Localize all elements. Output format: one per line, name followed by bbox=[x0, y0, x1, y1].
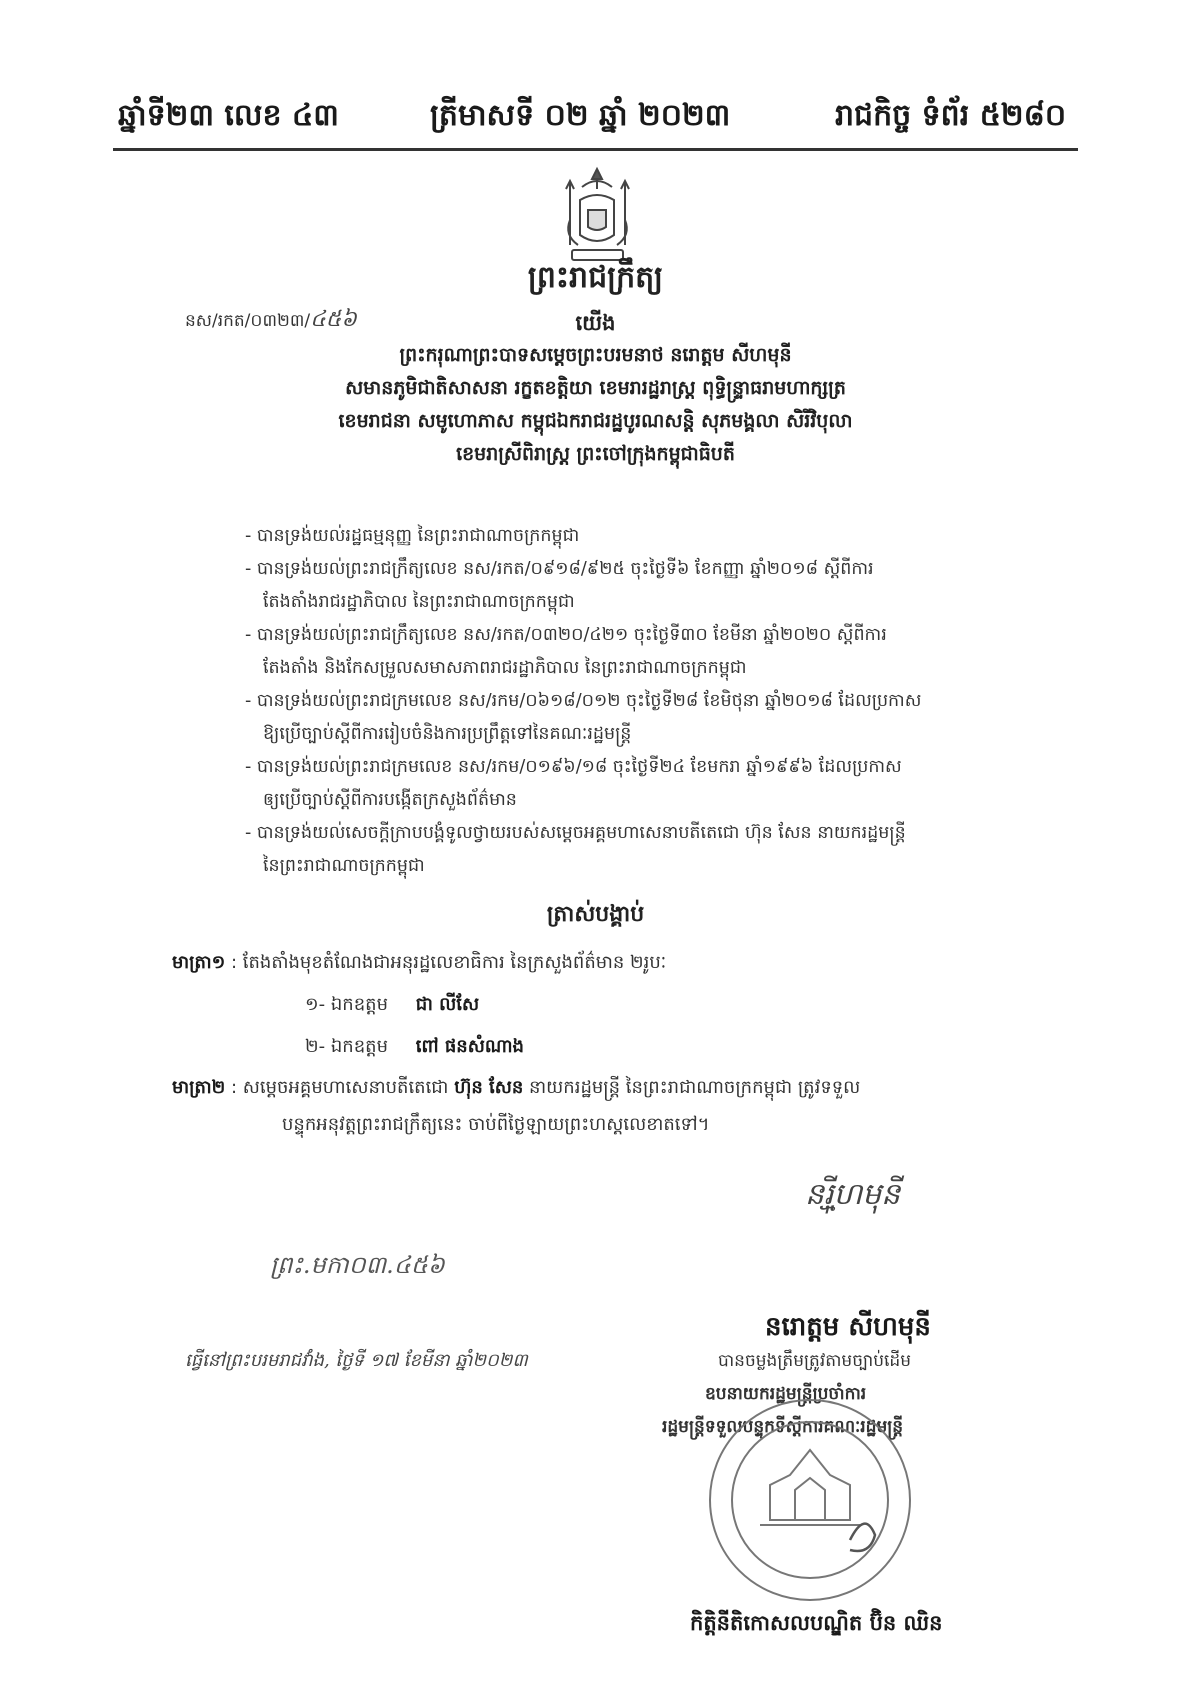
appointee-1 bbox=[305, 992, 479, 1019]
gazette-quarter: ត្រីមាសទី ០២ ឆ្នាំ ២០២៣ bbox=[430, 98, 731, 133]
preamble-item bbox=[245, 685, 1045, 751]
preamble-line: - បានទ្រង់យល់ព្រះរាជក្រមលេខ នស/រកម/០៦១៨/០១២ ចុះថ្ងៃទី២៨ ខែមិថុនា ឆ្នាំ២០១៨ ដែលប្រកាស bbox=[245, 691, 922, 711]
preamble-line: តែងតាំងរាជរដ្ឋាភិបាល នៃព្រះរាជាណាចក្រកម្ពុជា bbox=[263, 592, 575, 612]
decree-number-handwritten: ៤៥៦ bbox=[310, 307, 357, 332]
registration-number: ព្រះ.មកា០៣.៤៥៦ bbox=[270, 1251, 445, 1279]
preamble-line: - បានទ្រង់យល់ព្រះរាជក្រមលេខ នស/រកម/០១៩៦/១៨ ចុះថ្ងៃទី២៤ ខែមករា ឆ្នាំ១៩៩៦ ដែលប្រកាស bbox=[245, 757, 902, 777]
appointee-num: ១- bbox=[305, 994, 326, 1015]
decree-number-prefix: នស/រកត/០៣២៣/ bbox=[185, 311, 311, 331]
royal-emblem-icon bbox=[560, 165, 635, 270]
decree-heading: ត្រាស់បង្គាប់ bbox=[546, 902, 645, 927]
preamble-item bbox=[245, 751, 1045, 817]
appointee-2 bbox=[305, 1034, 524, 1061]
preamble-item bbox=[245, 817, 1045, 883]
appointee-name: ជា លីសែ bbox=[415, 994, 480, 1015]
preamble-line: - បានទ្រង់យល់ព្រះរាជក្រឹត្យលេខ នស/រកត/០៣២០/៤២១ ចុះថ្ងៃទី៣០ ខែមីនា ឆ្នាំ២០២០ ស្តីពីការ bbox=[245, 625, 887, 645]
preamble-line: - បានទ្រង់យល់ព្រះរាជក្រឹត្យលេខ នស/រកត/០៩១៨/៩២៥ ចុះថ្ងៃទី៦ ខែកញ្ញា ឆ្នាំ២០១៨ ស្តីពីការ bbox=[245, 559, 874, 579]
article-2-line-2: បន្ទុកអនុវត្តព្រះរាជក្រឹត្យនេះ ចាប់ពីថ្ងៃឡាយព្រះហស្តលេខាតទៅ។ bbox=[282, 1114, 710, 1135]
article-2: មាត្រា២ : សម្តេចអគ្គមហាសេនាបតីតេជោ ហ៊ុន សែន នាយករដ្ឋមន្ត្រី នៃព្រះរាជាណាចក្រកម្ពុជា ត្រូវទទួល bbox=[172, 1077, 861, 1098]
header-rule bbox=[113, 148, 1078, 151]
document-title: ព្រះរាជក្រឹត្យ bbox=[527, 260, 664, 295]
article-1-label: មាត្រា១ bbox=[172, 952, 226, 973]
article-1-text: តែងតាំងមុខតំណែងជាអនុរដ្ឋលេខាធិការ នៃក្រសួងព័ត៌មាន ២រូបៈ bbox=[242, 952, 667, 973]
minister-line: រដ្ឋមន្ត្រីទទួលបន្ទុកទីស្តីការគណៈរដ្ឋមន្ត្រី bbox=[662, 1417, 904, 1437]
king-line-2: សមានភូមិជាតិសាសនា រក្ខតខត្តិយា ខេមរារដ្ឋរាស្ត្រ ពុទ្ធិន្ទ្រាធរាមហាក្សត្រ bbox=[345, 377, 846, 399]
official-seal-icon bbox=[700, 1390, 920, 1610]
preamble-item bbox=[245, 619, 1045, 685]
king-line-3: ខេមរាជនា សមូហោភាស កម្ពុជឯករាជរដ្ឋបូរណសន្តិ សុភមង្គលា សិរីវិបុលា bbox=[338, 410, 853, 432]
preamble-line: តែងតាំង និងកែសម្រួលសមាសភាពរាជរដ្ឋាភិបាល នៃព្រះរាជាណាចក្រកម្ពុជា bbox=[263, 658, 747, 678]
king-line-1: ព្រះករុណាព្រះបាទសម្តេចព្រះបរមនាថ នរោត្តម សីហមុនី bbox=[399, 344, 792, 366]
we-heading: យើង bbox=[575, 311, 616, 335]
appointee-title: ឯកឧត្តម bbox=[330, 994, 388, 1015]
signer-name: នរោត្តម សីហមុនី bbox=[765, 1312, 931, 1342]
preamble-line: ឱ្យប្រើច្បាប់ស្តីពីការរៀបចំនិងការប្រព្រឹត្តទៅនៃគណៈរដ្ឋមន្ត្រី bbox=[263, 724, 632, 744]
king-line-4: ខេមរាស្រីពិរាស្ត្រ ព្រះចៅក្រុងកម្ពុជាធិបតី bbox=[456, 443, 735, 465]
preamble-line: ឲ្យប្រើច្បាប់ស្តីពីការបង្កើតក្រសួងព័ត៌មាន bbox=[263, 790, 517, 810]
preamble-list bbox=[245, 520, 1045, 883]
article-1: មាត្រា១ : តែងតាំងមុខតំណែងជាអនុរដ្ឋលេខាធិការ នៃក្រសួងព័ត៌មាន ២រូបៈ bbox=[172, 952, 667, 973]
appointee-num: ២- bbox=[305, 1036, 326, 1057]
countersigner-name: កិត្តិនីតិកោសលបណ្ឌិត ប៊ិន ឈិន bbox=[690, 1611, 943, 1635]
appointee-name: ពៅ ផនសំណាង bbox=[415, 1036, 524, 1057]
appointee-title: ឯកឧត្តម bbox=[330, 1036, 388, 1057]
gazette-page bbox=[835, 96, 1066, 140]
gazette-page-label: រាជកិច្ច ទំព័រ bbox=[835, 98, 970, 133]
gazette-year-issue: ឆ្នាំទី២៣ លេខ ៤៣ bbox=[118, 98, 339, 133]
certified-copy-line: បានចម្លងត្រឹមត្រូវតាមច្បាប់ដើម bbox=[718, 1351, 911, 1371]
article-2-label: មាត្រា២ bbox=[172, 1077, 226, 1098]
preamble-line: - បានទ្រង់យល់សេចក្តីក្រាបបង្គំទូលថ្វាយរបស់សម្តេចអគ្គមហាសេនាបតីតេជោ ហ៊ុន សែន នាយករដ្ឋមន្ត្រី bbox=[245, 823, 906, 843]
preamble-item bbox=[245, 553, 1045, 619]
preamble-item bbox=[245, 520, 1045, 553]
preamble-line: - បានទ្រង់យល់រដ្ឋធម្មនុញ្ញ នៃព្រះរាជាណាចក្រកម្ពុជា bbox=[245, 526, 580, 546]
gazette-page-number: ៥២៨០ bbox=[979, 98, 1067, 133]
article-2-text-pre: សម្តេចអគ្គមហាសេនាបតីតេជោ bbox=[242, 1077, 449, 1098]
article-2-name: ហ៊ុន សែន bbox=[454, 1077, 524, 1098]
article-2-text-post: នាយករដ្ឋមន្ត្រី នៃព្រះរាជាណាចក្រកម្ពុជា ត្រូវទទួល bbox=[529, 1077, 861, 1098]
royal-signature: នរ្ម៉ីហមុនី bbox=[805, 1177, 901, 1212]
deputy-pm-line: ឧបនាយករដ្ឋមន្ត្រីប្រចាំការ bbox=[705, 1384, 867, 1404]
place-date: ធ្វើនៅព្រះបរមរាជវាំង, ថ្ងៃទី ១៧ ខែមីនា ឆ្នាំ២០២៣ bbox=[185, 1350, 528, 1371]
preamble-line: នៃព្រះរាជាណាចក្រកម្ពុជា bbox=[263, 856, 425, 876]
